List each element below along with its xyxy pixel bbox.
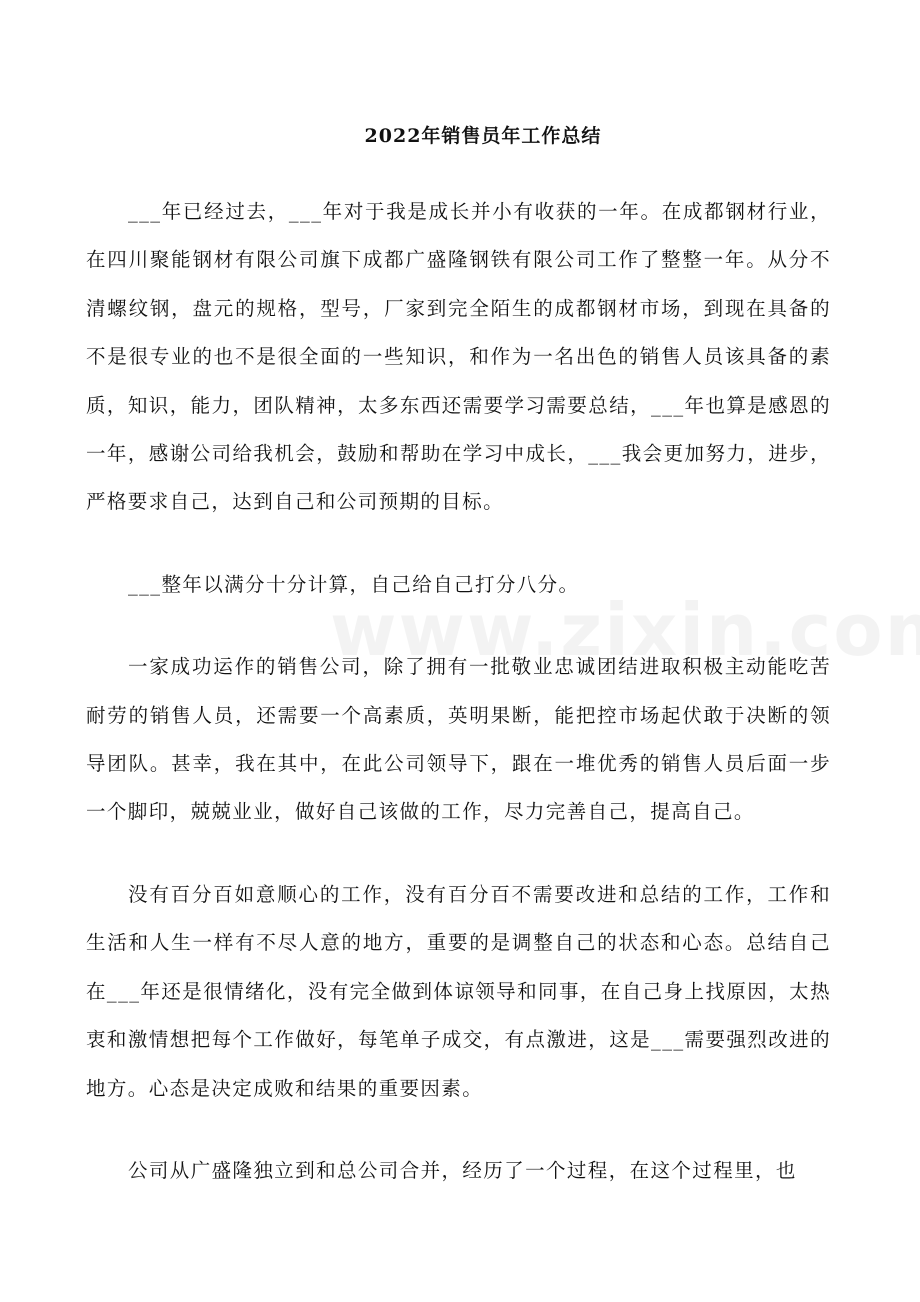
document-body [86,188,831,1229]
paragraph-4: 没有百分百如意顺心的工作，没有百分百不需要改进和总结的工作，工作和生活和人生一样有不尽人意的地方，重要的是调整自己的状态和心态。总结自己在___年还是很情绪化，没有完全做到体谅领导和同事，在自己身上找原因，太热衷和激情想把每个工作做好，每笔单子成交，有点激进，这是___需要强烈改进的地方。心态是决定成败和结果的重要因素。 [86,882,831,1100]
paragraph-2: ___整年以满分十分计算，自己给自己打分八分。 [128,572,580,596]
paragraph-1: ___年已经过去，___年对于我是成长并小有收获的一年。在成都钢材行业，在四川聚能钢材有限公司旗下成都广盛隆钢铁有限公司工作了整整一年。从分不清螺纹钢，盘元的规格，型号，厂家到完全陌生的成都钢材市场，到现在具备的不是很专业的也不是很全面的一些知识，和作为一名出色的销售人员该具备的素质，知识，能力，团队精神，太多东西还需要学习需要总结，___年也算是感恩的一年，感谢公司给我机会，鼓励和帮助在学习中成长，___我会更加努力，进步，严格要求自己，达到自己和公司预期的目标。 [86,200,831,514]
paragraph-5: 公司从广盛隆独立到和总公司合并，经历了一个过程，在这个过程里，也 [128,1158,797,1182]
document-title: 2022年销售员年工作总结 [364,125,602,147]
paragraph-3: 一家成功运作的销售公司，除了拥有一批敬业忠诚团结进取积极主动能吃苦耐劳的销售人员，还需要一个高素质，英明果断，能把控市场起伏敢于决断的领导团队。甚幸，我在其中，在此公司领导下，跟在一堆优秀的销售人员后面一步一个脚印，兢兢业业，做好自己该做的工作，尽力完善自己，提高自己。 [86,655,831,824]
